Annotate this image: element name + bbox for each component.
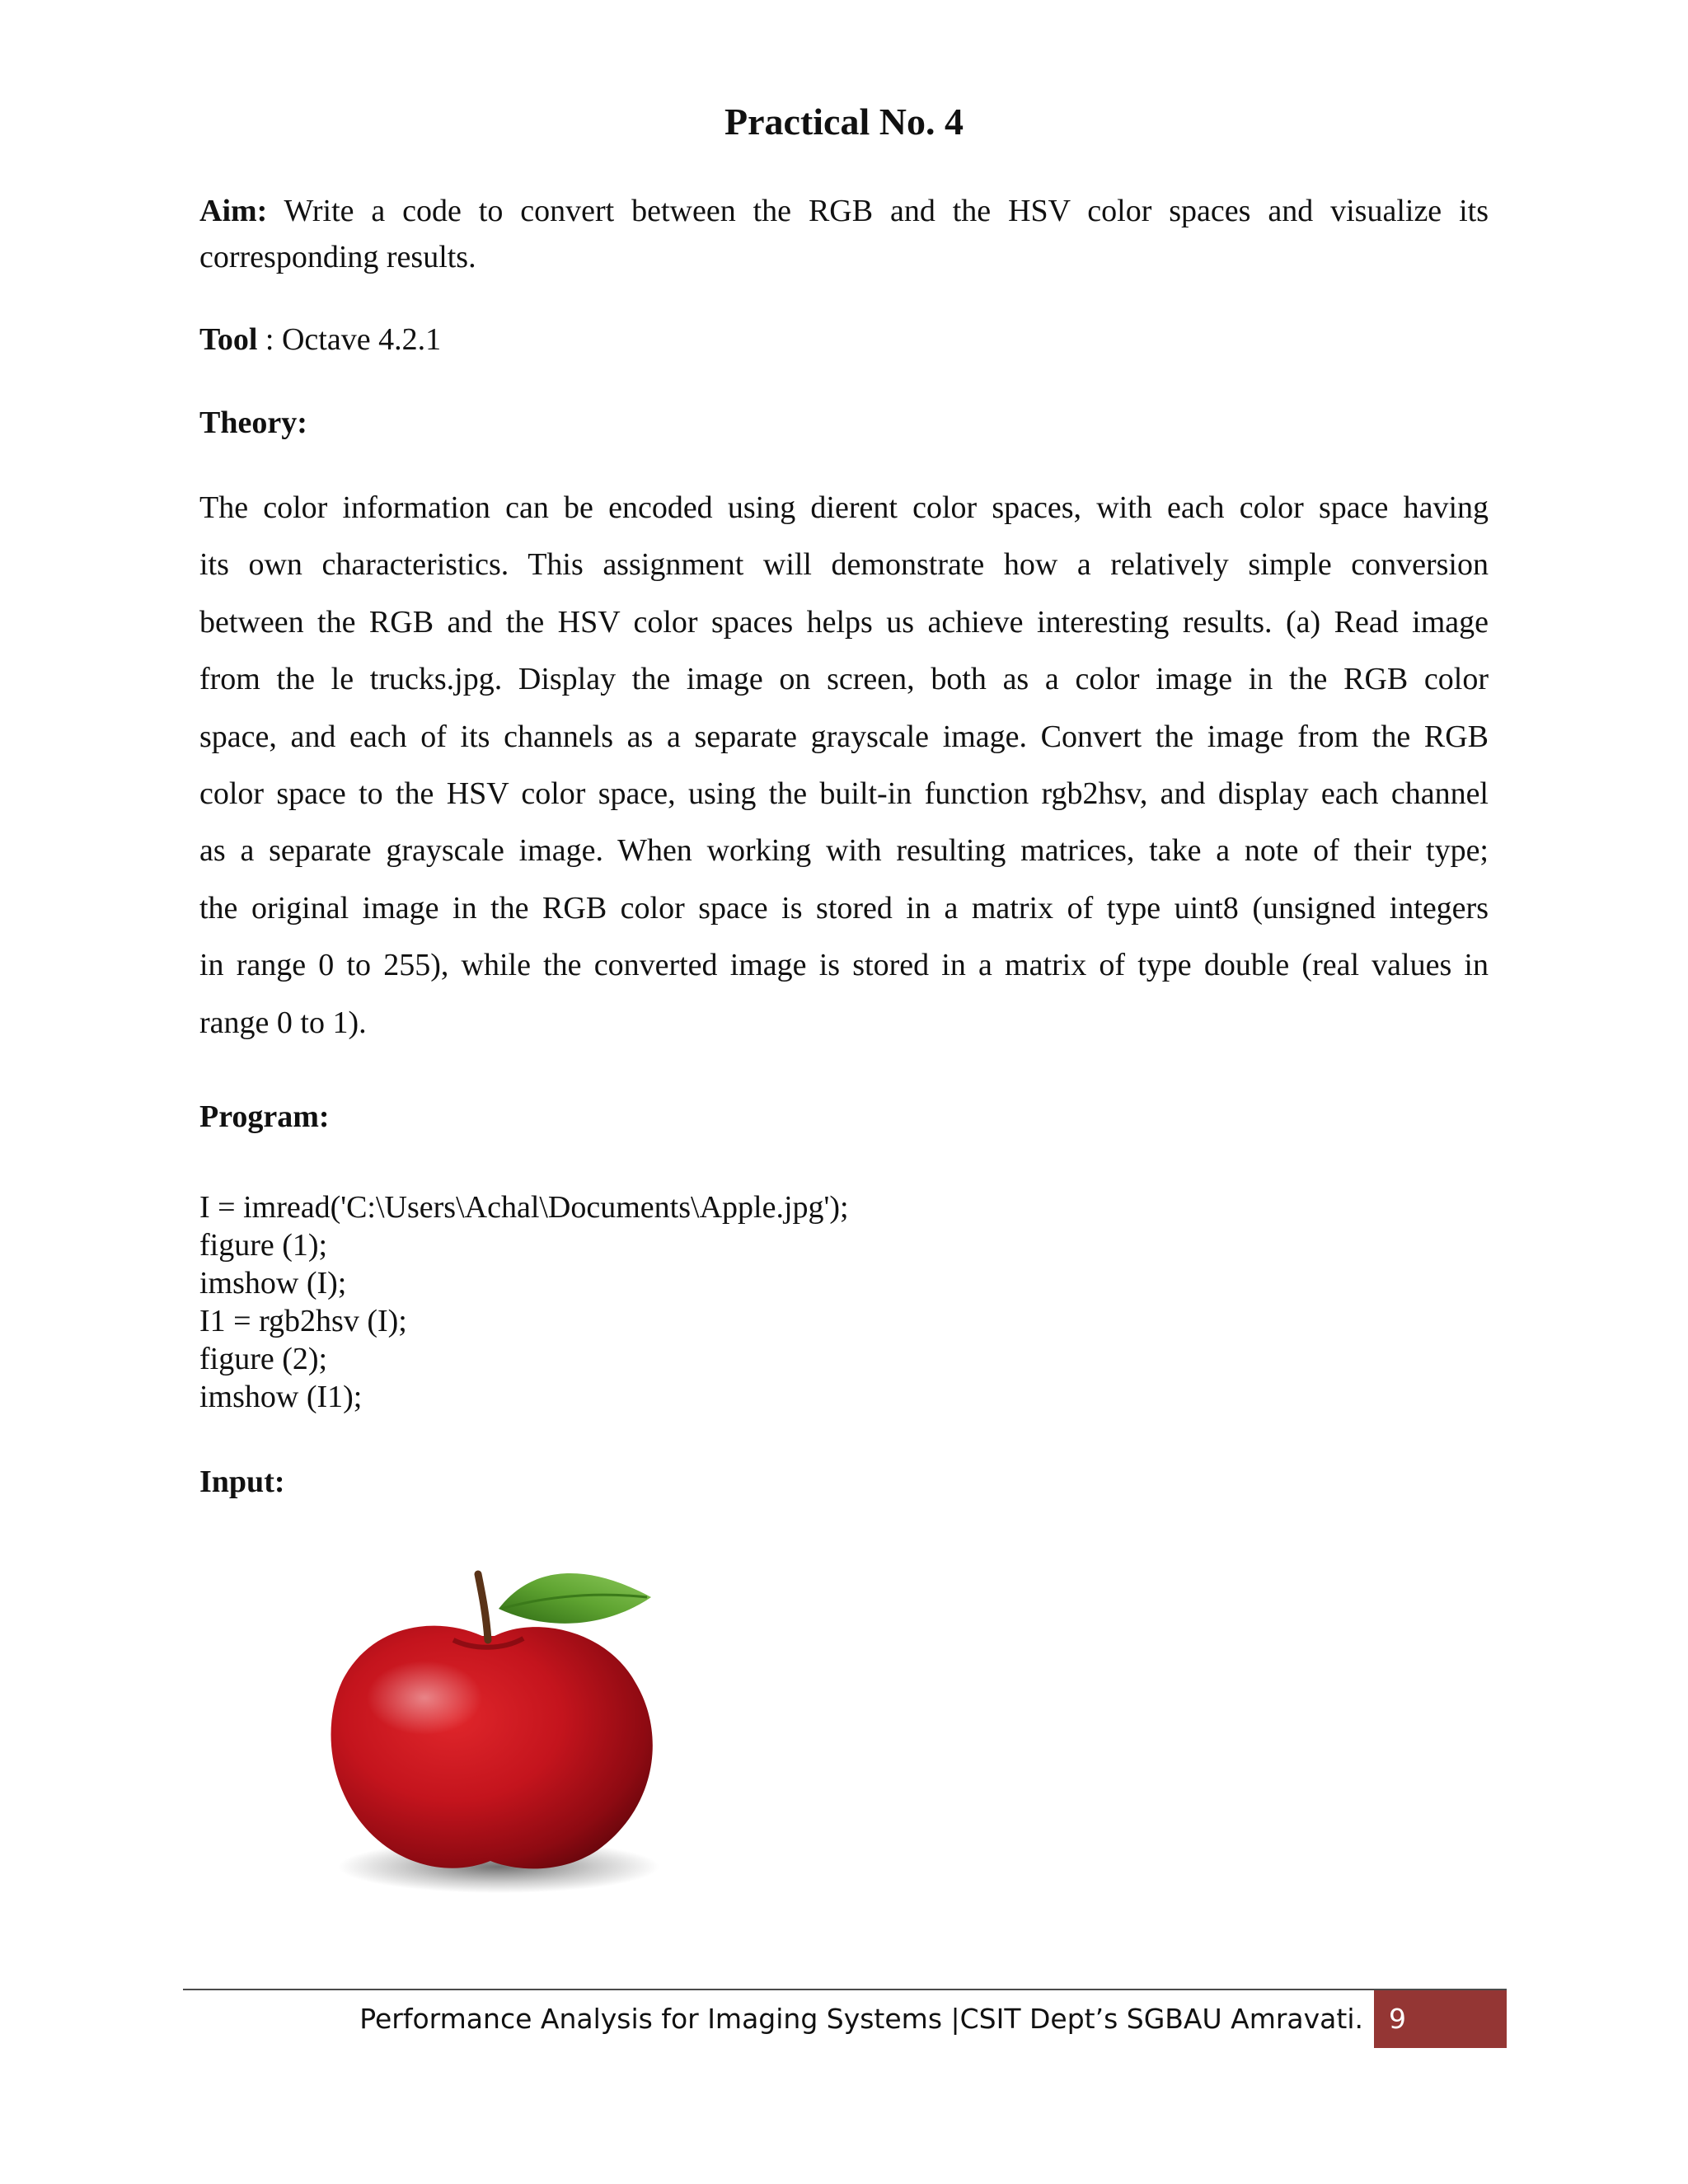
tool-value: : Octave 4.2.1	[265, 322, 442, 357]
code-line: imshow (I);	[199, 1266, 347, 1301]
theory-line: color space to the HSV color space, using the built-in function rgb2hsv, and display each channel	[199, 776, 1489, 811]
theory-line: as a separate grayscale image. When working with resulting matrices, take a note of their type;	[199, 833, 1489, 869]
apple-body	[331, 1626, 653, 1869]
input-heading: Input:	[199, 1465, 285, 1499]
theory-line: its own characteristics. This assignment will demonstrate how a relatively simple conversion	[199, 547, 1489, 583]
aim-line-1	[199, 188, 1489, 234]
theory-paragraph	[199, 480, 1489, 1052]
theory-line: space, and each of its channels as a separate grayscale image. Convert the image from the RGB	[199, 719, 1489, 754]
apple-stem	[478, 1574, 488, 1640]
program-heading: Program:	[199, 1099, 330, 1134]
theory-line: the original image in the RGB color space is stored in a matrix of type uint8 (unsigned integers	[199, 890, 1489, 926]
apple-highlight	[367, 1661, 482, 1735]
program-code	[199, 1188, 1489, 1416]
theory-line: range 0 to 1).	[199, 1005, 367, 1040]
aim-text-1: Write a code to convert between the RGB and the HSV color spaces and visualize its	[284, 194, 1489, 228]
tool-line	[199, 316, 1489, 363]
code-line: figure (1);	[199, 1228, 328, 1263]
tool-label: Tool	[199, 322, 258, 357]
page-title: Practical No. 4	[724, 101, 964, 143]
theory-line: The color information can be encoded using dierent color spaces, with each color space having	[199, 490, 1489, 525]
theory-line: in range 0 to 255), while the converted image is stored in a matrix of type double (real values in	[199, 948, 1489, 983]
aim-line-2: corresponding results.	[199, 240, 476, 274]
code-line: I = imread('C:\Users\Achal\Documents\Apple.jpg');	[199, 1190, 849, 1225]
code-line: imshow (I1);	[199, 1380, 363, 1414]
apple-leaf	[499, 1573, 651, 1624]
theory-heading: Theory:	[199, 405, 307, 440]
theory-line: between the RGB and the HSV color spaces helps us achieve interesting results. (a) Read image	[199, 604, 1489, 640]
apple-image	[313, 1558, 709, 1904]
code-line: figure (2);	[199, 1342, 328, 1376]
footer-text: Performance Analysis for Imaging Systems |CSIT Dept’s SGBAU Amravati.	[359, 2003, 1363, 2035]
page-number: 9	[1374, 1990, 1507, 2048]
theory-line: from the le trucks.jpg. Display the image on screen, both as a color image in the RGB color	[199, 662, 1489, 697]
aim-paragraph	[199, 188, 1489, 280]
aim-label: Aim:	[199, 194, 268, 228]
code-line: I1 = rgb2hsv (I);	[199, 1304, 407, 1338]
